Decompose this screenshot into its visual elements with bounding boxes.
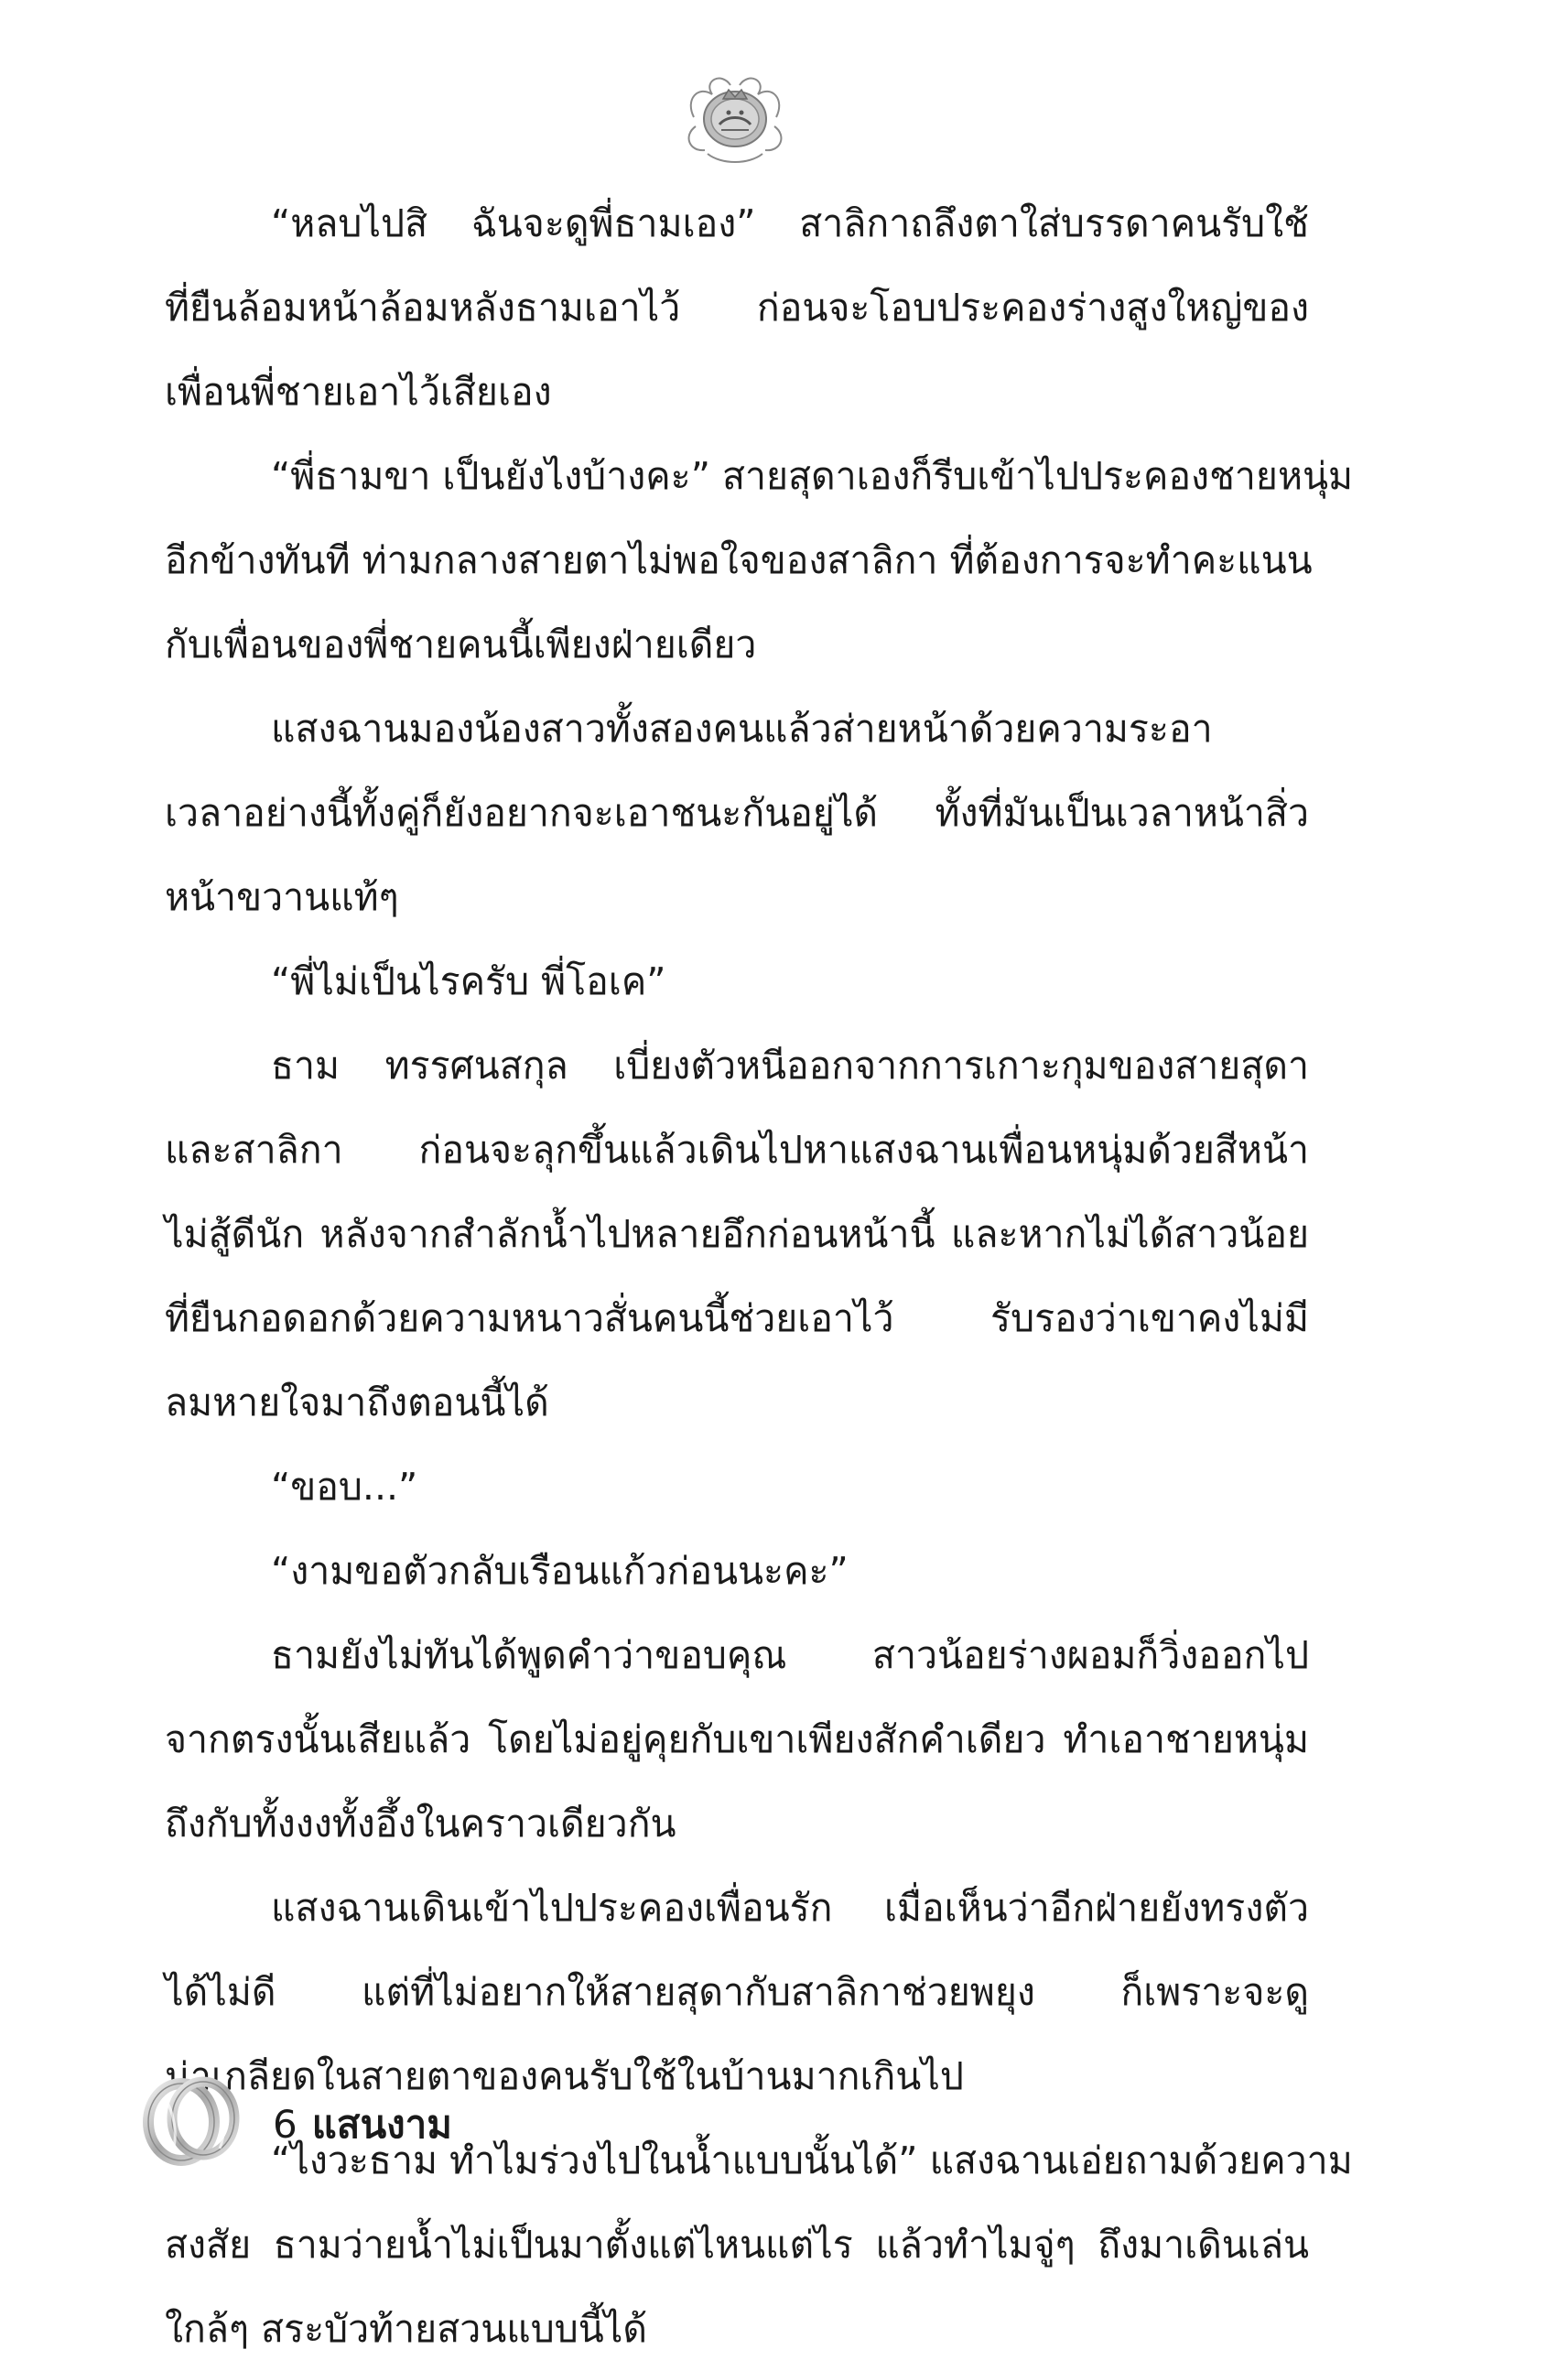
text-line: ธาม ทรรศนสกุล เบี่ยงตัวหนีออกจากการเกาะกุมของสายสุดา (271, 1044, 1309, 1088)
text-line: ไม่สู้ดีนัก หลังจากสำลักน้ำไปหลายอึกก่อนหน้านี้ และหากไม่ได้สาวน้อย (165, 1212, 1309, 1256)
page-folio (273, 2095, 452, 2155)
text-line: “ไงวะธาม ทำไมร่วงไปในน้ำแบบนั้นได้” แสงฉานเอ่ยถามด้วยความ (271, 2138, 1353, 2182)
book-title: แสนงาม (311, 2102, 452, 2147)
text-line: ถึงกับทั้งงงทั้งอึ้งในคราวเดียวกัน (165, 1802, 676, 1846)
text-line: จากตรงนั้นเสียแล้ว โดยไม่อยู่คุยกับเขาเพียงสักคำเดียว ทำเอาชายหนุ่ม (165, 1717, 1309, 1761)
text-line: แสงฉานเดินเข้าไปประคองเพื่อนรัก เมื่อเห็นว่าอีกฝ่ายยังทรงตัว (271, 1886, 1309, 1930)
text-line: แสงฉานมองน้องสาวทั้งสองคนแล้วส่ายหน้าด้วยความระอา (271, 707, 1213, 751)
text-line: ธามยังไม่ทันได้พูดคำว่าขอบคุณ สาวน้อยร่างผอมก็วิ่งออกไป (271, 1633, 1309, 1677)
text-line: หน้าขวานแท้ๆ (165, 875, 399, 919)
text-line: กับเพื่อนของพี่ชายคนนี้เพียงฝ่ายเดียว (165, 623, 757, 666)
text-line: “พี่ไม่เป็นไรครับ พี่โอเค” (271, 959, 666, 1003)
text-line: และสาลิกา ก่อนจะลุกขึ้นแล้วเดินไปหาแสงฉานเพื่อนหนุ่มด้วยสีหน้า (165, 1128, 1309, 1172)
page-number: 6 (273, 2102, 297, 2147)
text-line: น่าเกลียดในสายตาของคนรับใช้ในบ้านมากเกินไป (165, 2054, 964, 2098)
page-footer (137, 2071, 687, 2171)
text-line: ลมหายใจมาถึงตอนนี้ได้ (165, 1380, 549, 1424)
text-line: สงสัย ธามว่ายน้ำไม่เป็นมาตั้งแต่ไหนแต่ไร แล้วทำไมจู่ๆ ถึงมาเดินเล่น (165, 2223, 1309, 2267)
text-line: “ขอบ...” (271, 1465, 418, 1509)
text-line: เวลาอย่างนี้ทั้งคู่ก็ยังอยากจะเอาชนะกันอยู่ได้ ทั้งที่มันเป็นเวลาหน้าสิ่ว (165, 791, 1309, 835)
ornate-crest-logo-icon (676, 62, 795, 170)
text-line: เพื่อนพี่ชายเอาไว้เสียเอง (165, 370, 552, 414)
text-line: ที่ยืนล้อมหน้าล้อมหลังธามเอาไว้ ก่อนจะโอบประคองร่างสูงใหญ่ของ (165, 286, 1309, 330)
text-line: ที่ยืนกอดอกด้วยความหนาวสั่นคนนี้ช่วยเอาไว้ รับรองว่าเขาคงไม่มี (165, 1296, 1309, 1340)
text-line: ได้ไม่ดี แต่ที่ไม่อยากให้สายสุดากับสาลิกาช่วยพยุง ก็เพราะจะดู (165, 1970, 1309, 2014)
text-line: “พี่ธามขา เป็นยังไงบ้างคะ” สายสุดาเองก็รีบเข้าไปประคองชายหนุ่ม (271, 454, 1354, 498)
text-line: ใกล้ๆ สระบัวท้ายสวนแบบนี้ได้ (165, 2307, 648, 2351)
text-line: “หลบไปสิ ฉันจะดูพี่ธามเอง” สาลิกาถลึงตาใส่บรรดาคนรับใช้ (271, 201, 1309, 245)
body-text (165, 181, 1354, 2371)
text-line: อีกข้างทันที ท่ามกลางสายตาไม่พอใจของสาลิกา ที่ต้องการจะทำคะแนน (165, 538, 1313, 582)
text-line: “งามขอตัวกลับเรือนแก้วก่อนนะคะ” (271, 1549, 849, 1593)
wedding-rings-icon (137, 2071, 245, 2171)
